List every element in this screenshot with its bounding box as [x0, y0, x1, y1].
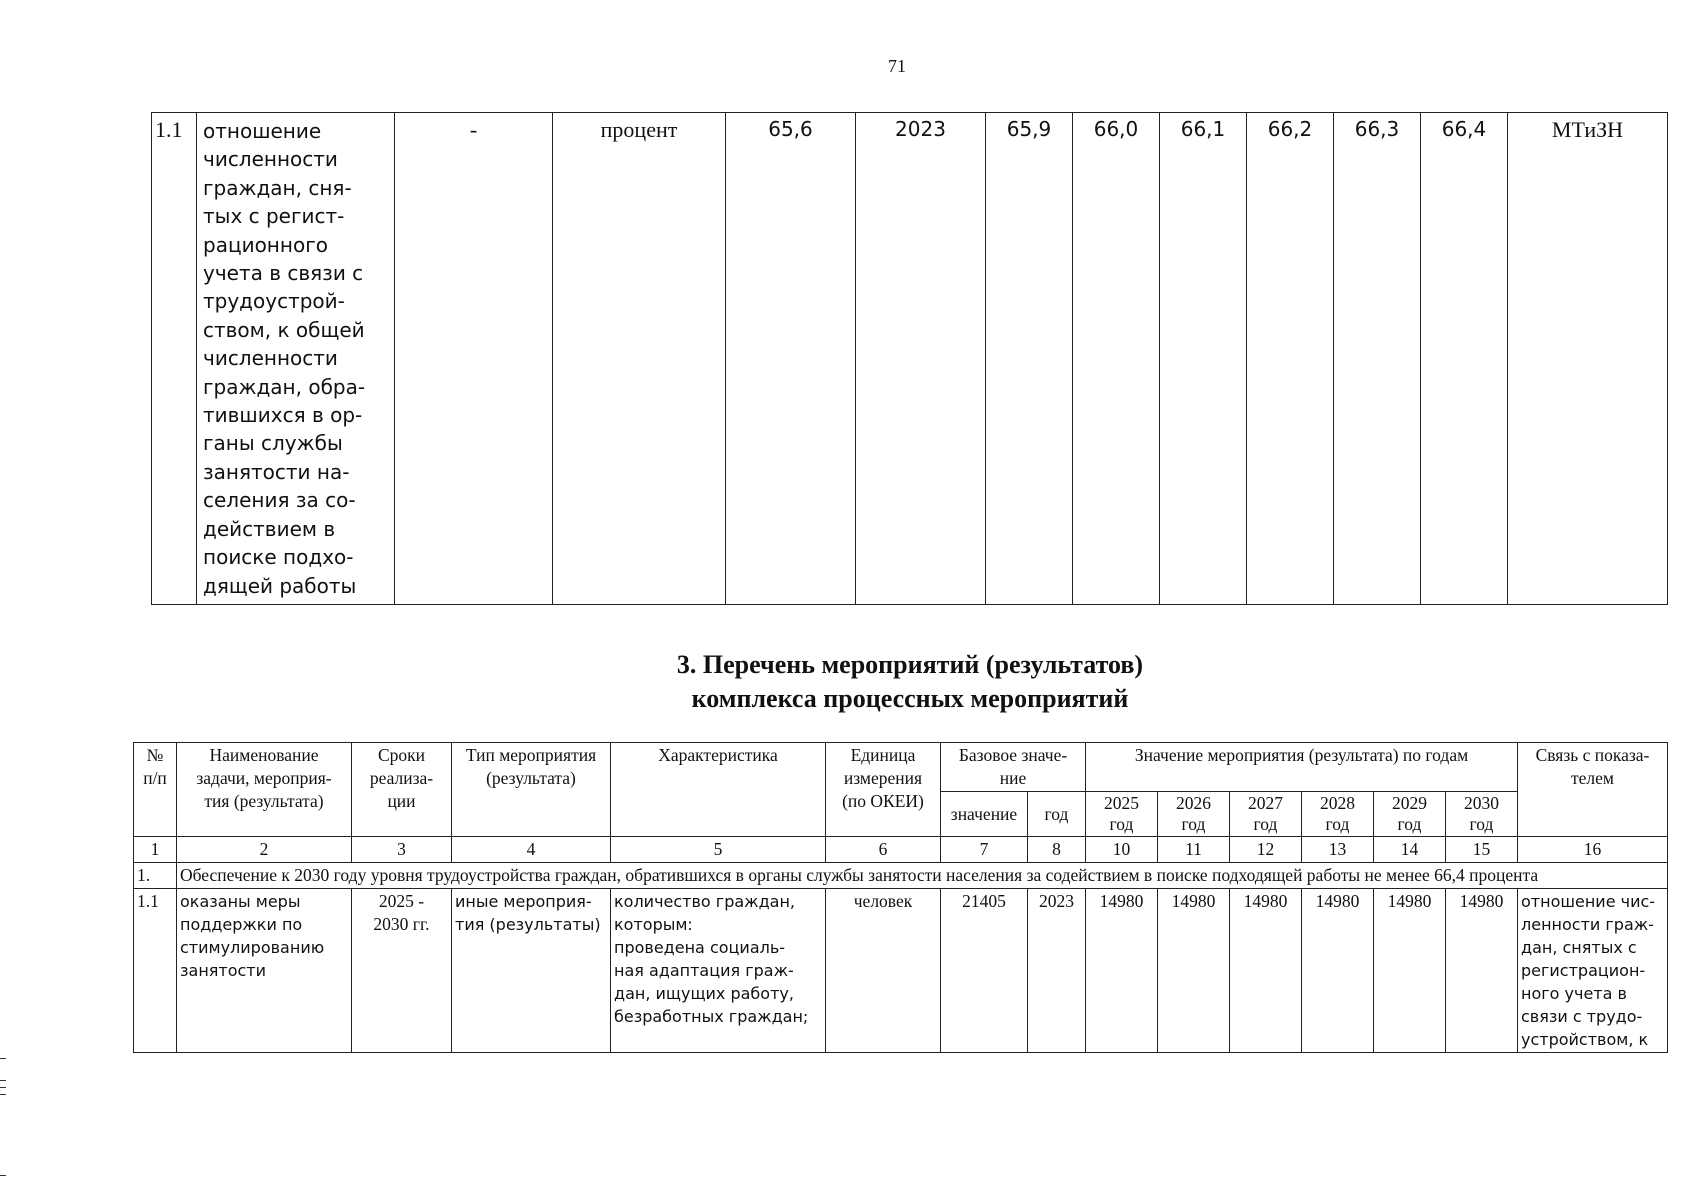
- header-year-2029: 2029 год: [1374, 792, 1446, 837]
- section-title-line2: комплекса процессных мероприятий: [691, 684, 1129, 713]
- task-num: 1.: [134, 863, 177, 889]
- index-cell: 16: [1518, 837, 1668, 863]
- header-link: Связь с показа- телем: [1518, 743, 1668, 837]
- index-cell: 5: [611, 837, 826, 863]
- index-row: [134, 837, 1668, 863]
- header-unit: Единица измерения (по ОКЕИ): [826, 743, 941, 837]
- indicator-value-2026: 66,0: [1073, 113, 1160, 605]
- header-base-value: значение: [941, 792, 1028, 837]
- index-cell: 7: [941, 837, 1028, 863]
- scan-mark: [0, 1058, 6, 1059]
- header-by-years: Значение мероприятия (результата) по годам: [1086, 743, 1518, 792]
- index-cell: 10: [1086, 837, 1158, 863]
- indicator-row: [152, 113, 1668, 605]
- header-year-2028: 2028 год: [1302, 792, 1374, 837]
- activity-link: отношение чис- ленности граж- дан, снятых с регистрацион- ного учета в связи с трудо- устройством, к: [1518, 889, 1668, 1053]
- index-cell: 13: [1302, 837, 1374, 863]
- header-type: Тип мероприятия (результата): [452, 743, 611, 837]
- activity-value-2026: 14980: [1158, 889, 1230, 1053]
- header-year-2026: 2026 год: [1158, 792, 1230, 837]
- page-number: 71: [888, 56, 906, 76]
- indicator-value-2030: 66,4: [1421, 113, 1508, 605]
- activity-unit: человек: [826, 889, 941, 1053]
- index-cell: 1: [134, 837, 177, 863]
- activity-type: иные мероприя- тия (результаты): [452, 889, 611, 1053]
- activity-terms: 2025 - 2030 гг.: [352, 889, 452, 1053]
- header-year-2025: 2025 год: [1086, 792, 1158, 837]
- index-cell: 15: [1446, 837, 1518, 863]
- indicator-num: 1.1: [152, 113, 197, 605]
- header-base: Базовое значе- ние: [941, 743, 1086, 792]
- indicator-unit: процент: [553, 113, 726, 605]
- scan-mark: [0, 1080, 6, 1081]
- section-title: [0, 648, 1697, 716]
- activity-value-2029: 14980: [1374, 889, 1446, 1053]
- indicator-value-2029: 66,3: [1334, 113, 1421, 605]
- task-row: [134, 863, 1668, 889]
- activity-name: оказаны меры поддержки по стимулированию занятости: [177, 889, 352, 1053]
- task-text: Обеспечение к 2030 году уровня трудоустройства граждан, обратившихся в органы службы занятости населения за содействием в поиске подходящей работы не менее 66,4 процента: [177, 863, 1668, 889]
- index-cell: 4: [452, 837, 611, 863]
- indicator-base-value: 65,6: [726, 113, 856, 605]
- header-year-2027: 2027 год: [1230, 792, 1302, 837]
- header-year-2030: 2030 год: [1446, 792, 1518, 837]
- activity-characteristic: количество граждан, которым: проведена социаль- ная адаптация граж- дан, ищущих работу, безработных граждан;: [611, 889, 826, 1053]
- indicator-value-2025: 65,9: [986, 113, 1073, 605]
- index-cell: 8: [1028, 837, 1086, 863]
- header-row-1: [134, 743, 1668, 792]
- header-base-year: год: [1028, 792, 1086, 837]
- header-name: Наименование задачи, мероприя- тия (результата): [177, 743, 352, 837]
- indicator-table: [151, 112, 1668, 605]
- index-cell: 11: [1158, 837, 1230, 863]
- index-cell: 3: [352, 837, 452, 863]
- header-characteristic: Характеристика: [611, 743, 826, 837]
- activity-base-value: 21405: [941, 889, 1028, 1053]
- indicator-value-2027: 66,1: [1160, 113, 1247, 605]
- activity-value-2025: 14980: [1086, 889, 1158, 1053]
- index-cell: 12: [1230, 837, 1302, 863]
- activity-value-2030: 14980: [1446, 889, 1518, 1053]
- header-num: № п/п: [134, 743, 177, 837]
- header-terms: Сроки реализа- ции: [352, 743, 452, 837]
- index-cell: 2: [177, 837, 352, 863]
- indicator-value-2028: 66,2: [1247, 113, 1334, 605]
- index-cell: 14: [1374, 837, 1446, 863]
- index-cell: 6: [826, 837, 941, 863]
- activity-num: 1.1: [134, 889, 177, 1053]
- indicator-responsible: МТиЗН: [1508, 113, 1668, 605]
- activity-row: [134, 889, 1668, 1053]
- scan-mark: [0, 1175, 6, 1176]
- indicator-name: отношение численности граждан, сня- тых с регист- рационного учета в связи с трудоустрой- ством, к общей численности граждан, обра- тившихся в ор- ганы службы занятости на- селения за со- действием в поиске подхо- дящей работы: [197, 113, 395, 605]
- activities-table: [133, 742, 1668, 1053]
- activity-base-year: 2023: [1028, 889, 1086, 1053]
- scan-mark: [0, 1094, 6, 1095]
- section-title-line1: 3. Перечень мероприятий (результатов): [676, 650, 1144, 679]
- indicator-dash: -: [395, 113, 553, 605]
- activity-value-2028: 14980: [1302, 889, 1374, 1053]
- indicator-base-year: 2023: [856, 113, 986, 605]
- scan-mark: [0, 1087, 6, 1088]
- activity-value-2027: 14980: [1230, 889, 1302, 1053]
